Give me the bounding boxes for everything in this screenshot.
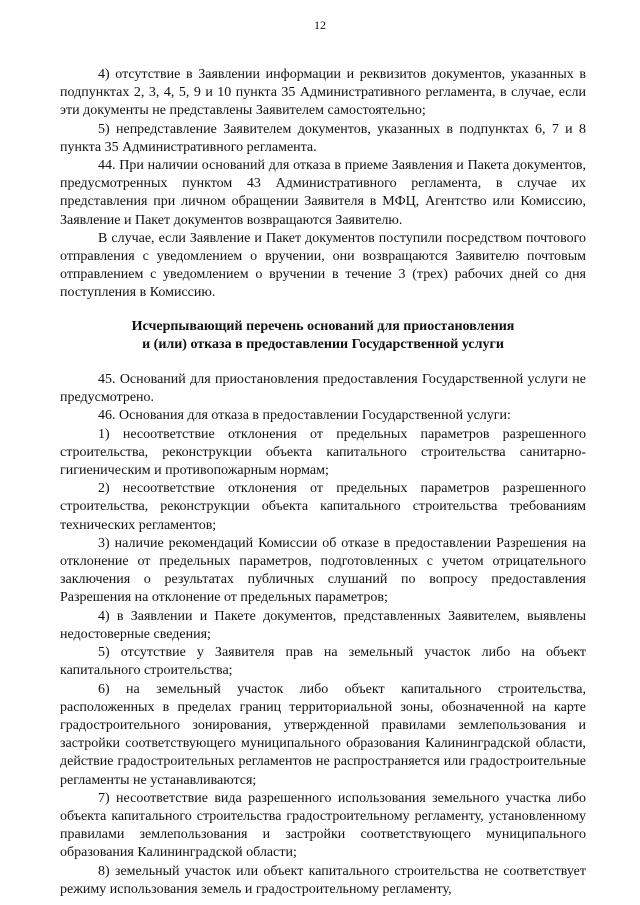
paragraph-item-5: 5) непредставление Заявителем документов, указанных в подпунктах 6, 7 и 8 пункта 35 Административного регламента. [60, 121, 586, 155]
paragraph-reason-4: 4) в Заявлении и Пакете документов, представленных Заявителем, выявлены недостоверные сведения; [60, 608, 586, 642]
section-heading-line-1: Исчерпывающий перечень оснований для приостановления [131, 318, 515, 334]
page-number: 12 [314, 18, 326, 32]
paragraph-reason-6: 6) на земельный участок либо объект капитального строительства, расположенных в пределах границ территориальной зоны, обозначенной на карте градостроительного зонирования, утвержденной правилами землепользования и застройки соответствующего муниципального образования Калининградской области, действие градостроительных регламентов не распространяется или градостроительные регламенты не устанавливаются; [60, 681, 586, 788]
paragraph-reason-2: 2) несоответствие отклонения от предельных параметров разрешенного строительства, реконструкции объекта капитального строительства требованиям технических регламентов; [60, 481, 586, 533]
section-heading [60, 318, 586, 354]
paragraph-clause-44: 44. При наличии оснований для отказа в приеме Заявления и Пакета документов, предусмотренных пунктом 43 Административного регламента, в случае их представления при личном обращении Заявителя в МФЦ, Агентство или Комиссию, Заявление и Пакет документов возвращаются Заявителю. [60, 158, 586, 228]
paragraph-clause-45: 45. Оснований для приостановления предоставления Государственной услуги не предусмотрено. [60, 372, 586, 406]
paragraph-reason-3: 3) наличие рекомендаций Комиссии об отказе в предоставлении Разрешения на отклонение от предельных параметров, подготовленных с учетом отрицательного заключения о результатах публичных слушаний по вопросу предоставления Разрешения на отклонение от предельных параметров; [60, 535, 586, 606]
paragraph-item-4: 4) отсутствие в Заявлении информации и реквизитов документов, указанных в подпунктах 2, 3, 4, 5, 9 и 10 пункта 35 Административного регламента, в случае, если эти документы не представлены Заявителем самостоятельно; [60, 67, 586, 119]
document-body [60, 66, 586, 899]
paragraph-clause-46: 46. Основания для отказа в предоставлении Государственной услуги: [98, 408, 511, 424]
paragraph-reason-5: 5) отсутствие у Заявителя прав на земельный участок либо на объект капитального строительства; [60, 645, 586, 679]
paragraph-reason-1: 1) несоответствие отклонения от предельных параметров разрешенного строительства, реконструкции объекта капитального строительства санитарно-гигиеническим и противопожарным нормам; [60, 426, 586, 479]
section-heading-line-2: и (или) отказа в предоставлении Государственной услуги [142, 336, 504, 352]
paragraph-reason-8: 8) земельный участок или объект капитального строительства не соответствует режиму использования земель и градостроительному регламенту, [60, 863, 586, 897]
paragraph-postal-return: В случае, если Заявление и Пакет документов поступили посредством почтового отправления с уведомлением о вручении, они возвращаются Заявителю почтовым отправлением с уведомлением о вручении в течение 3 (трех) рабочих дней со дня поступления в Комиссию. [60, 230, 586, 301]
paragraph-reason-7: 7) несоответствие вида разрешенного использования земельного участка либо объекта капитального строительства градостроительному регламенту, установленному правилами землепользования и застройки соответствующего муниципального образования Калининградской области; [60, 790, 586, 861]
